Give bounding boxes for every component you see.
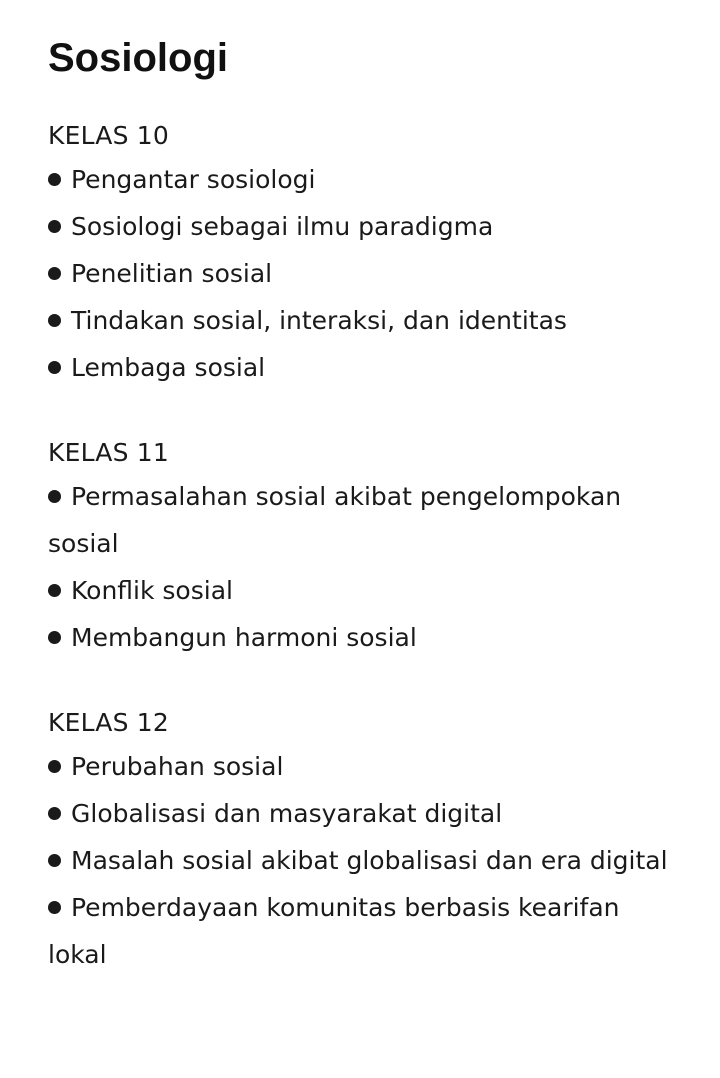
topic-list bbox=[48, 473, 668, 661]
bullet-icon bbox=[48, 314, 61, 327]
list-item bbox=[48, 297, 668, 344]
list-item bbox=[48, 790, 668, 837]
list-item bbox=[48, 567, 668, 614]
section-kelas-12 bbox=[48, 707, 668, 978]
list-item bbox=[48, 344, 668, 391]
list-item-text: Penelitian sosial bbox=[71, 259, 273, 288]
list-item-text: Konflik sosial bbox=[71, 576, 233, 605]
section-heading: KELAS 10 bbox=[48, 121, 170, 150]
list-item-text: Pemberdayaan komunitas berbasis kearifan lokal bbox=[48, 893, 620, 969]
bullet-icon bbox=[48, 901, 61, 914]
list-item bbox=[48, 203, 668, 250]
bullet-icon bbox=[48, 584, 61, 597]
section-kelas-11 bbox=[48, 437, 668, 661]
bullet-icon bbox=[48, 631, 61, 644]
list-item-text: Sosiologi sebagai ilmu paradigma bbox=[71, 212, 494, 241]
section-kelas-10 bbox=[48, 120, 668, 391]
list-item bbox=[48, 156, 668, 203]
list-item bbox=[48, 884, 668, 978]
section-heading: KELAS 12 bbox=[48, 708, 170, 737]
bullet-icon bbox=[48, 490, 61, 503]
bullet-icon bbox=[48, 807, 61, 820]
list-item-text: Masalah sosial akibat globalisasi dan era digital bbox=[71, 846, 668, 875]
list-item-text: Perubahan sosial bbox=[71, 752, 284, 781]
section-heading: KELAS 11 bbox=[48, 438, 170, 467]
topic-list bbox=[48, 156, 668, 391]
topic-list bbox=[48, 743, 668, 978]
list-item bbox=[48, 837, 668, 884]
list-item-text: Tindakan sosial, interaksi, dan identitas bbox=[71, 306, 567, 335]
list-item-text: Lembaga sosial bbox=[71, 353, 266, 382]
bullet-icon bbox=[48, 361, 61, 374]
bullet-icon bbox=[48, 854, 61, 867]
list-item-text: Pengantar sosiologi bbox=[71, 165, 316, 194]
list-item bbox=[48, 614, 668, 661]
bullet-icon bbox=[48, 267, 61, 280]
bullet-icon bbox=[48, 173, 61, 186]
list-item-text: Membangun harmoni sosial bbox=[71, 623, 417, 652]
list-item-text: Permasalahan sosial akibat pengelompokan sosial bbox=[48, 482, 622, 558]
page-title: Sosiologi bbox=[48, 36, 228, 80]
bullet-icon bbox=[48, 760, 61, 773]
list-item-text: Globalisasi dan masyarakat digital bbox=[71, 799, 503, 828]
bullet-icon bbox=[48, 220, 61, 233]
list-item bbox=[48, 250, 668, 297]
list-item bbox=[48, 743, 668, 790]
document bbox=[48, 34, 668, 1024]
list-item bbox=[48, 473, 668, 567]
